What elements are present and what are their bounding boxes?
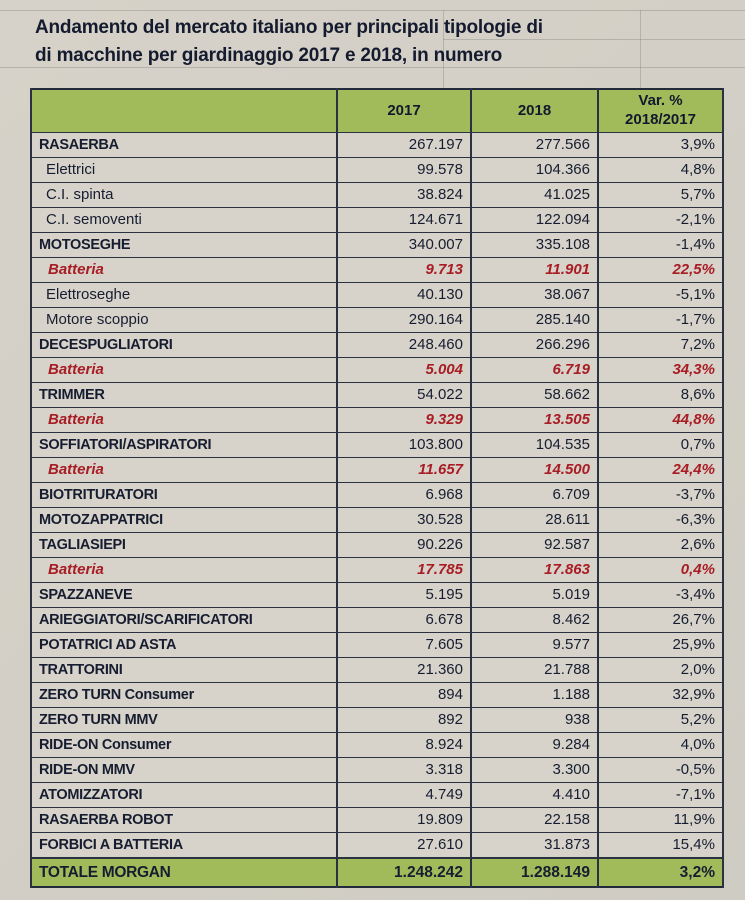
row-value-2017: 11.657 [337, 458, 471, 483]
row-label: ATOMIZZATORI [31, 783, 337, 808]
row-value-2018: 5.019 [471, 583, 598, 608]
row-value-2017: 894 [337, 683, 471, 708]
row-value-2017: 6.968 [337, 483, 471, 508]
row-label: MOTOZAPPATRICI [31, 508, 337, 533]
table-row [31, 208, 723, 233]
row-value-var-percent: -5,1% [598, 283, 723, 308]
row-value-2018: 277.566 [471, 133, 598, 158]
row-value-2018: 14.500 [471, 458, 598, 483]
row-value-var-percent: 3,2% [598, 858, 723, 887]
row-label: Batteria [31, 458, 337, 483]
row-value-2018: 104.366 [471, 158, 598, 183]
row-value-var-percent: 5,2% [598, 708, 723, 733]
table-row [31, 808, 723, 833]
row-label: ZERO TURN Consumer [31, 683, 337, 708]
row-value-2018: 9.577 [471, 633, 598, 658]
row-value-2017: 7.605 [337, 633, 471, 658]
page-title-line1: Andamento del mercato italiano per principali tipologie di [35, 17, 543, 38]
row-value-2018: 104.535 [471, 433, 598, 458]
row-value-var-percent: 2,0% [598, 658, 723, 683]
row-value-var-percent: -0,5% [598, 758, 723, 783]
row-value-2018: 6.719 [471, 358, 598, 383]
row-label: TOTALE MORGAN [31, 858, 337, 887]
row-value-2018: 38.067 [471, 283, 598, 308]
row-value-var-percent: 0,7% [598, 433, 723, 458]
row-value-2018: 938 [471, 708, 598, 733]
row-label: ZERO TURN MMV [31, 708, 337, 733]
row-value-2017: 8.924 [337, 733, 471, 758]
row-value-2018: 22.158 [471, 808, 598, 833]
row-value-var-percent: 8,6% [598, 383, 723, 408]
row-value-2017: 124.671 [337, 208, 471, 233]
table-row [31, 158, 723, 183]
row-value-2017: 103.800 [337, 433, 471, 458]
row-label: SPAZZANEVE [31, 583, 337, 608]
row-value-var-percent: 5,7% [598, 183, 723, 208]
row-label: RIDE-ON MMV [31, 758, 337, 783]
row-value-2018: 266.296 [471, 333, 598, 358]
row-value-2018: 11.901 [471, 258, 598, 283]
header-var-line2: 2018/2017 [625, 111, 696, 128]
row-value-var-percent: 2,6% [598, 533, 723, 558]
row-value-var-percent: 3,9% [598, 133, 723, 158]
header-var-line1: Var. % [638, 92, 683, 110]
row-label: ARIEGGIATORI/SCARIFICATORI [31, 608, 337, 633]
table-row [31, 708, 723, 733]
row-value-var-percent: -7,1% [598, 783, 723, 808]
table-row [31, 333, 723, 358]
row-value-var-percent: -3,4% [598, 583, 723, 608]
row-value-2018: 3.300 [471, 758, 598, 783]
table-row [31, 358, 723, 383]
table-row [31, 658, 723, 683]
table-row [31, 733, 723, 758]
row-value-2018: 285.140 [471, 308, 598, 333]
table-row [31, 833, 723, 859]
table-row [31, 408, 723, 433]
page-title [35, 14, 715, 69]
row-value-var-percent: 24,4% [598, 458, 723, 483]
row-value-2017: 99.578 [337, 158, 471, 183]
row-value-var-percent: 4,8% [598, 158, 723, 183]
row-label: FORBICI A BATTERIA [31, 833, 337, 859]
row-label: Elettroseghe [31, 283, 337, 308]
table-row [31, 133, 723, 158]
row-label: Batteria [31, 258, 337, 283]
row-value-2018: 17.863 [471, 558, 598, 583]
title-area [35, 14, 715, 69]
row-value-var-percent: 11,9% [598, 808, 723, 833]
row-value-var-percent: -2,1% [598, 208, 723, 233]
row-label: MOTOSEGHE [31, 233, 337, 258]
row-value-var-percent: -3,7% [598, 483, 723, 508]
row-value-2017: 267.197 [337, 133, 471, 158]
row-label: RIDE-ON Consumer [31, 733, 337, 758]
row-value-2018: 28.611 [471, 508, 598, 533]
row-value-2018: 1.288.149 [471, 858, 598, 887]
row-label: TAGLIASIEPI [31, 533, 337, 558]
row-value-2018: 41.025 [471, 183, 598, 208]
row-value-2018: 122.094 [471, 208, 598, 233]
table-row [31, 683, 723, 708]
header-empty-cell [31, 89, 337, 133]
row-value-var-percent: 22,5% [598, 258, 723, 283]
row-value-var-percent: 15,4% [598, 833, 723, 859]
row-value-2017: 5.004 [337, 358, 471, 383]
row-label: C.I. spinta [31, 183, 337, 208]
row-value-2017: 21.360 [337, 658, 471, 683]
table-row [31, 858, 723, 887]
row-value-2018: 335.108 [471, 233, 598, 258]
row-value-2017: 30.528 [337, 508, 471, 533]
table-row [31, 508, 723, 533]
table-row [31, 583, 723, 608]
row-value-2018: 58.662 [471, 383, 598, 408]
row-value-2017: 6.678 [337, 608, 471, 633]
page-title-line2: di macchine per giardinaggio 2017 e 2018, in numero [35, 44, 503, 66]
row-value-2017: 40.130 [337, 283, 471, 308]
row-label: C.I. semoventi [31, 208, 337, 233]
table-row [31, 458, 723, 483]
row-value-2018: 31.873 [471, 833, 598, 859]
row-value-2017: 27.610 [337, 833, 471, 859]
row-value-2017: 290.164 [337, 308, 471, 333]
table-body [31, 133, 723, 888]
row-value-2017: 340.007 [337, 233, 471, 258]
header-var-percent [598, 89, 723, 133]
row-label: Elettrici [31, 158, 337, 183]
row-value-2017: 892 [337, 708, 471, 733]
row-value-var-percent: 7,2% [598, 333, 723, 358]
row-value-var-percent: 0,4% [598, 558, 723, 583]
row-value-2018: 8.462 [471, 608, 598, 633]
row-value-var-percent: -6,3% [598, 508, 723, 533]
row-value-2018: 13.505 [471, 408, 598, 433]
row-value-2017: 1.248.242 [337, 858, 471, 887]
table-row [31, 383, 723, 408]
table-row [31, 483, 723, 508]
table-row [31, 758, 723, 783]
table-row [31, 283, 723, 308]
row-value-var-percent: 25,9% [598, 633, 723, 658]
row-value-2017: 4.749 [337, 783, 471, 808]
row-value-2018: 92.587 [471, 533, 598, 558]
row-label: Batteria [31, 408, 337, 433]
table-row [31, 308, 723, 333]
table-row [31, 433, 723, 458]
row-value-2017: 19.809 [337, 808, 471, 833]
row-label: Batteria [31, 558, 337, 583]
row-value-2018: 4.410 [471, 783, 598, 808]
row-value-2018: 21.788 [471, 658, 598, 683]
row-value-2017: 38.824 [337, 183, 471, 208]
row-label: TRIMMER [31, 383, 337, 408]
row-value-var-percent: 34,3% [598, 358, 723, 383]
row-value-2017: 9.713 [337, 258, 471, 283]
row-value-2017: 9.329 [337, 408, 471, 433]
row-value-2017: 3.318 [337, 758, 471, 783]
market-table [30, 88, 724, 888]
row-label: Batteria [31, 358, 337, 383]
row-label: SOFFIATORI/ASPIRATORI [31, 433, 337, 458]
row-value-2018: 9.284 [471, 733, 598, 758]
table-row [31, 608, 723, 633]
row-value-var-percent: -1,4% [598, 233, 723, 258]
row-value-2017: 90.226 [337, 533, 471, 558]
table-row [31, 233, 723, 258]
row-value-2018: 1.188 [471, 683, 598, 708]
row-value-2017: 17.785 [337, 558, 471, 583]
row-value-2017: 54.022 [337, 383, 471, 408]
row-value-var-percent: -1,7% [598, 308, 723, 333]
row-label: TRATTORINI [31, 658, 337, 683]
row-value-var-percent: 32,9% [598, 683, 723, 708]
row-value-2017: 5.195 [337, 583, 471, 608]
header-2018: 2018 [471, 89, 598, 133]
faint-gridline [0, 10, 745, 11]
row-label: BIOTRITURATORI [31, 483, 337, 508]
table-row [31, 633, 723, 658]
table-row [31, 258, 723, 283]
row-value-var-percent: 26,7% [598, 608, 723, 633]
row-value-2018: 6.709 [471, 483, 598, 508]
row-label: DECESPUGLIATORI [31, 333, 337, 358]
row-value-var-percent: 4,0% [598, 733, 723, 758]
table-row [31, 183, 723, 208]
row-label: Motore scoppio [31, 308, 337, 333]
row-label: RASAERBA [31, 133, 337, 158]
header-2017: 2017 [337, 89, 471, 133]
row-label: POTATRICI AD ASTA [31, 633, 337, 658]
table-row [31, 533, 723, 558]
row-value-2017: 248.460 [337, 333, 471, 358]
table-row [31, 558, 723, 583]
row-label: RASAERBA ROBOT [31, 808, 337, 833]
row-value-var-percent: 44,8% [598, 408, 723, 433]
table-header-row [31, 89, 723, 133]
table-row [31, 783, 723, 808]
